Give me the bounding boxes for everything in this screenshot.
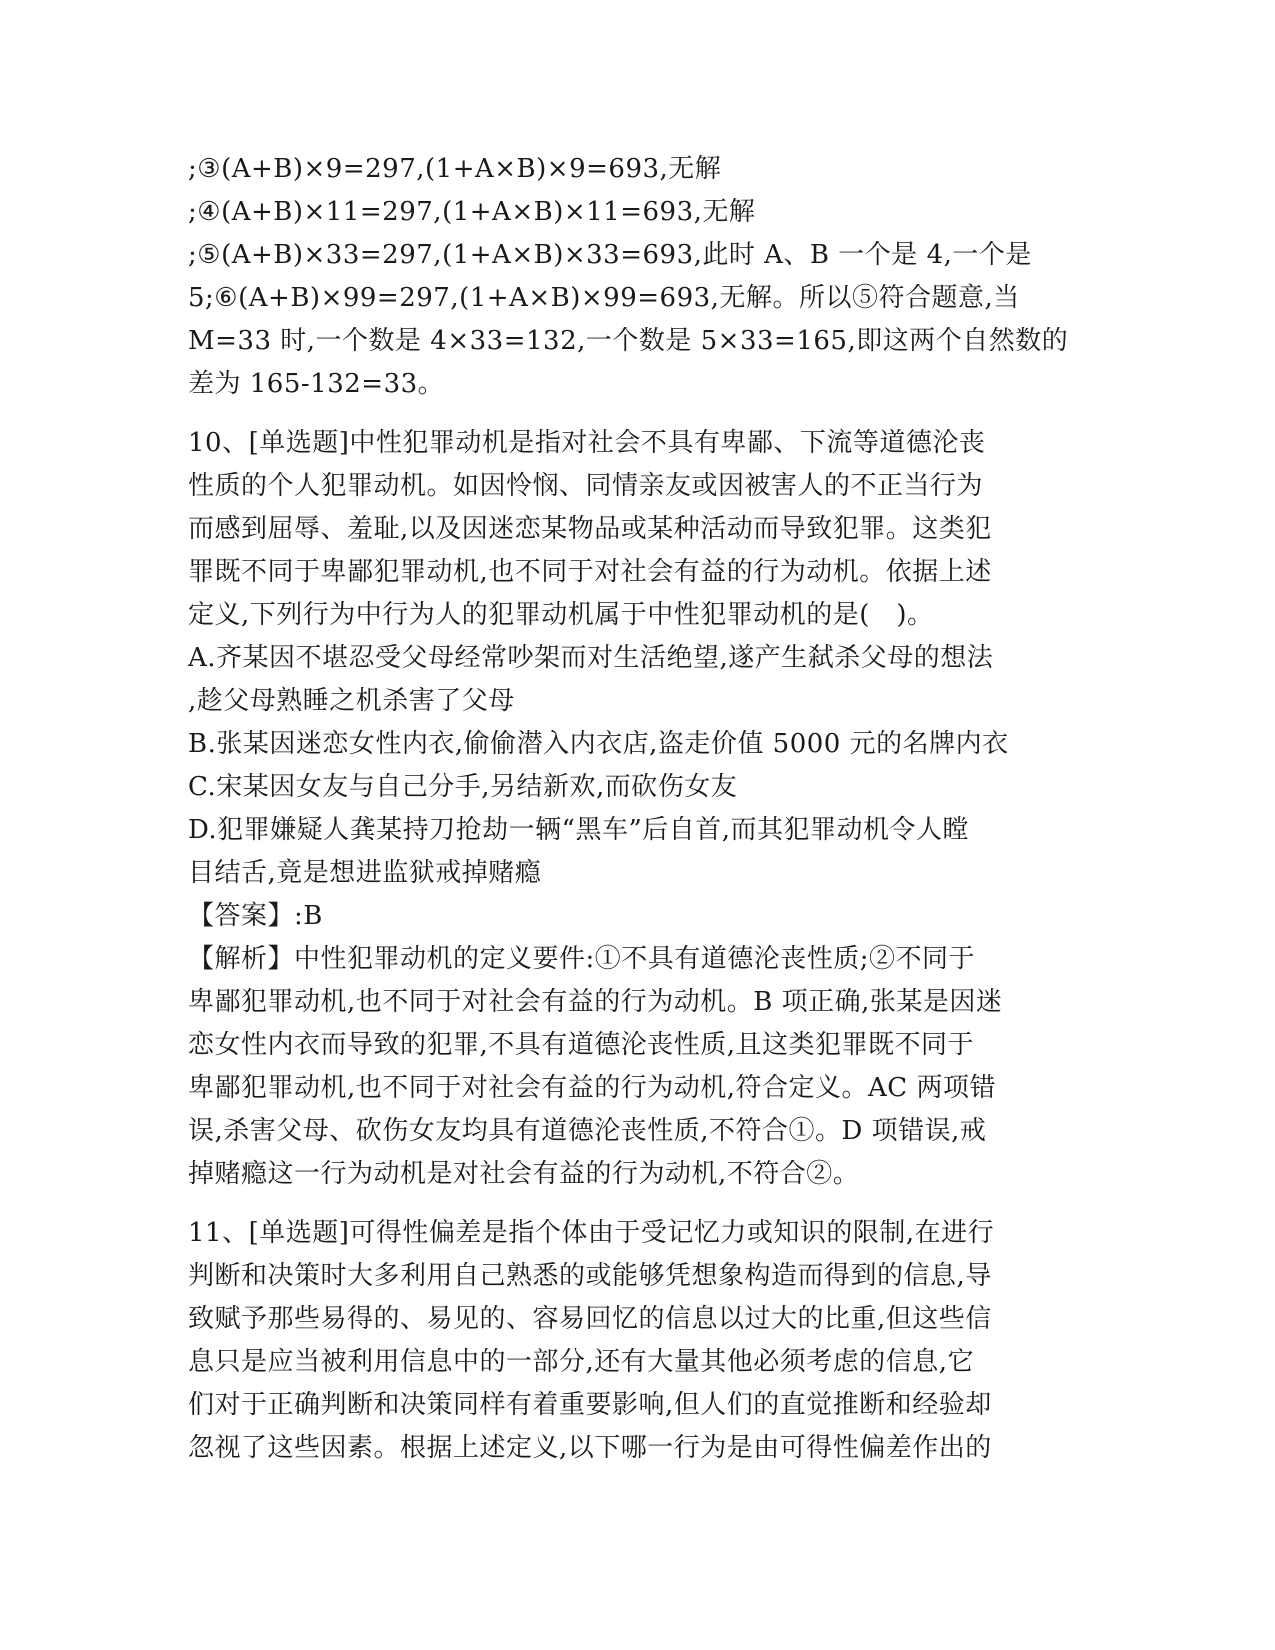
text-line: 而感到屈辱、羞耻,以及因迷恋某物品或某种活动而导致犯罪。这类犯 bbox=[188, 514, 992, 544]
option-a: A.齐某因不堪忍受父母经常吵架而对生活绝望,遂产生弑杀父母的想法 bbox=[188, 643, 994, 673]
text-line: 5;⑥(A+B)×99=297,(1+A×B)×99=693,无解。所以⑤符合题意,当 bbox=[188, 283, 1020, 313]
text-line: 卑鄙犯罪动机,也不同于对社会有益的行为动机。B 项正确,张某是因迷 bbox=[188, 987, 1003, 1017]
option-c: C.宋某因女友与自己分手,另结新欢,而砍伤女友 bbox=[188, 772, 738, 802]
text-line: 10、[单选题]中性犯罪动机是指对社会不具有卑鄙、下流等道德沦丧 bbox=[188, 428, 986, 458]
text-line: 【解析】中性犯罪动机的定义要件:①不具有道德沦丧性质;②不同于 bbox=[188, 944, 976, 974]
text-line: ;④(A+B)×11=297,(1+A×B)×11=693,无解 bbox=[188, 197, 756, 227]
text-line: 判断和决策时大多利用自己熟悉的或能够凭想象构造而得到的信息,导 bbox=[188, 1261, 992, 1291]
q9-solution-continued bbox=[188, 148, 1088, 406]
question-stem bbox=[188, 422, 1088, 637]
option-a-continued: ,趁父母熟睡之机杀害了父母 bbox=[188, 686, 515, 716]
option-d: D.犯罪嫌疑人龚某持刀抢劫一辆“黑车”后自首,而其犯罪动机令人瞠 bbox=[188, 815, 970, 845]
paragraph-gap bbox=[188, 1196, 1088, 1212]
paragraph-gap bbox=[188, 406, 1088, 422]
question-10 bbox=[188, 422, 1088, 1196]
document-page bbox=[188, 148, 1088, 1470]
option-d-continued: 目结舌,竟是想进监狱戒掉赌瘾 bbox=[188, 858, 542, 888]
text-line: 致赋予那些易得的、易见的、容易回忆的信息以过大的比重,但这些信 bbox=[188, 1304, 992, 1334]
question-options bbox=[188, 637, 1088, 895]
text-line: 定义,下列行为中行为人的犯罪动机属于中性犯罪动机的是( )。 bbox=[188, 600, 934, 630]
text-line: 恋女性内衣而导致的犯罪,不具有道德沦丧性质,且这类犯罪既不同于 bbox=[188, 1030, 975, 1060]
text-line: ;⑤(A+B)×33=297,(1+A×B)×33=693,此时 A、B 一个是 4,一个是 bbox=[188, 240, 1032, 270]
text-line: 忽视了这些因素。根据上述定义,以下哪一行为是由可得性偏差作出的 bbox=[188, 1433, 992, 1463]
answer: 【答案】:B bbox=[188, 901, 323, 931]
option-b: B.张某因迷恋女性内衣,偷偷潜入内衣店,盗走价值 5000 元的名牌内衣 bbox=[188, 729, 1009, 759]
text-line: 们对于正确判断和决策同样有着重要影响,但人们的直觉推断和经验却 bbox=[188, 1390, 992, 1420]
text-line: M=33 时,一个数是 4×33=132,一个数是 5×33=165,即这两个自然数的 bbox=[188, 326, 1069, 356]
question-stem bbox=[188, 1212, 1088, 1470]
text-line: ;③(A+B)×9=297,(1+A×B)×9=693,无解 bbox=[188, 154, 722, 184]
text-line: 罪既不同于卑鄙犯罪动机,也不同于对社会有益的行为动机。依据上述 bbox=[188, 557, 992, 587]
analysis bbox=[188, 938, 1088, 1196]
question-11 bbox=[188, 1212, 1088, 1470]
text-line: 掉赌瘾这一行为动机是对社会有益的行为动机,不符合②。 bbox=[188, 1159, 860, 1189]
text-line: 误,杀害父母、砍伤女友均具有道德沦丧性质,不符合①。D 项错误,戒 bbox=[188, 1116, 987, 1146]
text-line: 息只是应当被利用信息中的一部分,还有大量其他必须考虑的信息,它 bbox=[188, 1347, 975, 1377]
text-line: 卑鄙犯罪动机,也不同于对社会有益的行为动机,符合定义。AC 两项错 bbox=[188, 1073, 996, 1103]
text-line: 11、[单选题]可得性偏差是指个体由于受记忆力或知识的限制,在进行 bbox=[188, 1218, 995, 1248]
text-line: 差为 165-132=33。 bbox=[188, 369, 445, 399]
text-line: 性质的个人犯罪动机。如因怜悯、同情亲友或因被害人的不正当行为 bbox=[188, 471, 984, 501]
